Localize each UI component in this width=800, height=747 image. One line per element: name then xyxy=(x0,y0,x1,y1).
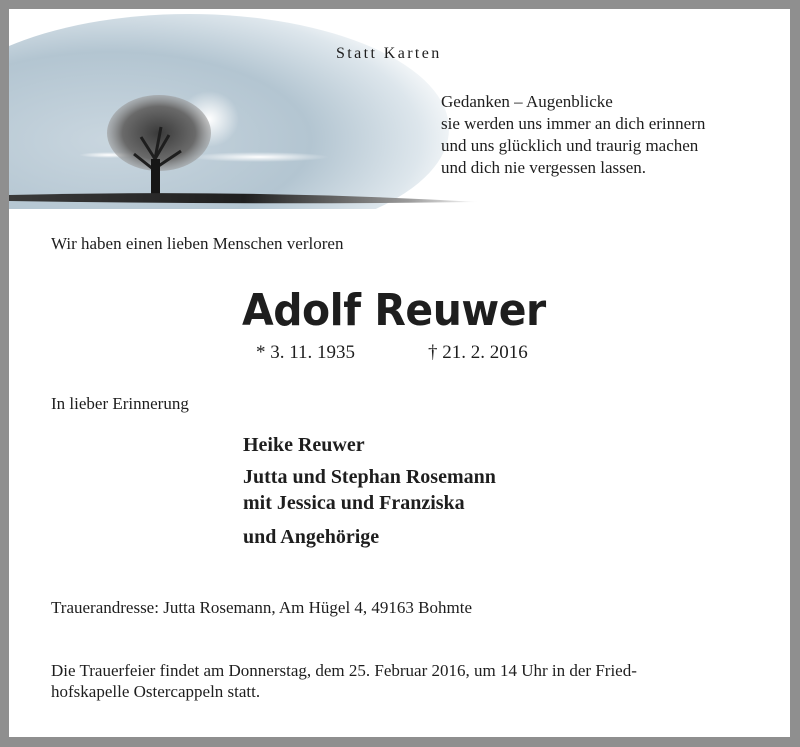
mourner: Jutta und Stephan Rosemann xyxy=(243,466,496,488)
service-line: Die Trauerfeier findet am Donnerstag, dem 25. Februar 2016, um 14 Uhr in der Fried- xyxy=(51,661,637,680)
service-line: hofskapelle Ostercappeln statt. xyxy=(51,682,261,701)
mourner: mit Jessica und Franziska xyxy=(243,492,465,514)
memory-label: In lieber Erinnerung xyxy=(51,394,189,413)
death-date: † 21. 2. 2016 xyxy=(428,342,528,363)
poem-line: Gedanken – Augenblicke xyxy=(441,92,613,111)
poem-line: sie werden uns immer an dich erinnern xyxy=(441,114,706,133)
poem xyxy=(441,91,705,179)
mourner: und Angehörige xyxy=(243,526,380,548)
poem-line: und dich nie vergessen lassen. xyxy=(441,158,647,177)
mourner: Heike Reuwer xyxy=(243,434,365,456)
deceased-name: Adolf Reuwer xyxy=(242,285,546,336)
tree-landscape-icon xyxy=(9,9,489,209)
obituary-card xyxy=(9,9,790,737)
poem-line: und uns glücklich und traurig machen xyxy=(441,136,699,155)
statt-karten-heading: Statt Karten xyxy=(336,45,442,62)
mourners-list xyxy=(243,432,496,550)
intro-text: Wir haben einen lieben Menschen verloren xyxy=(51,234,344,253)
birth-date: * 3. 11. 1935 xyxy=(256,342,356,363)
funeral-service-info xyxy=(51,660,751,702)
mourning-address: Trauerandresse: Jutta Rosemann, Am Hügel 4, 49163 Bohmte xyxy=(51,598,473,617)
